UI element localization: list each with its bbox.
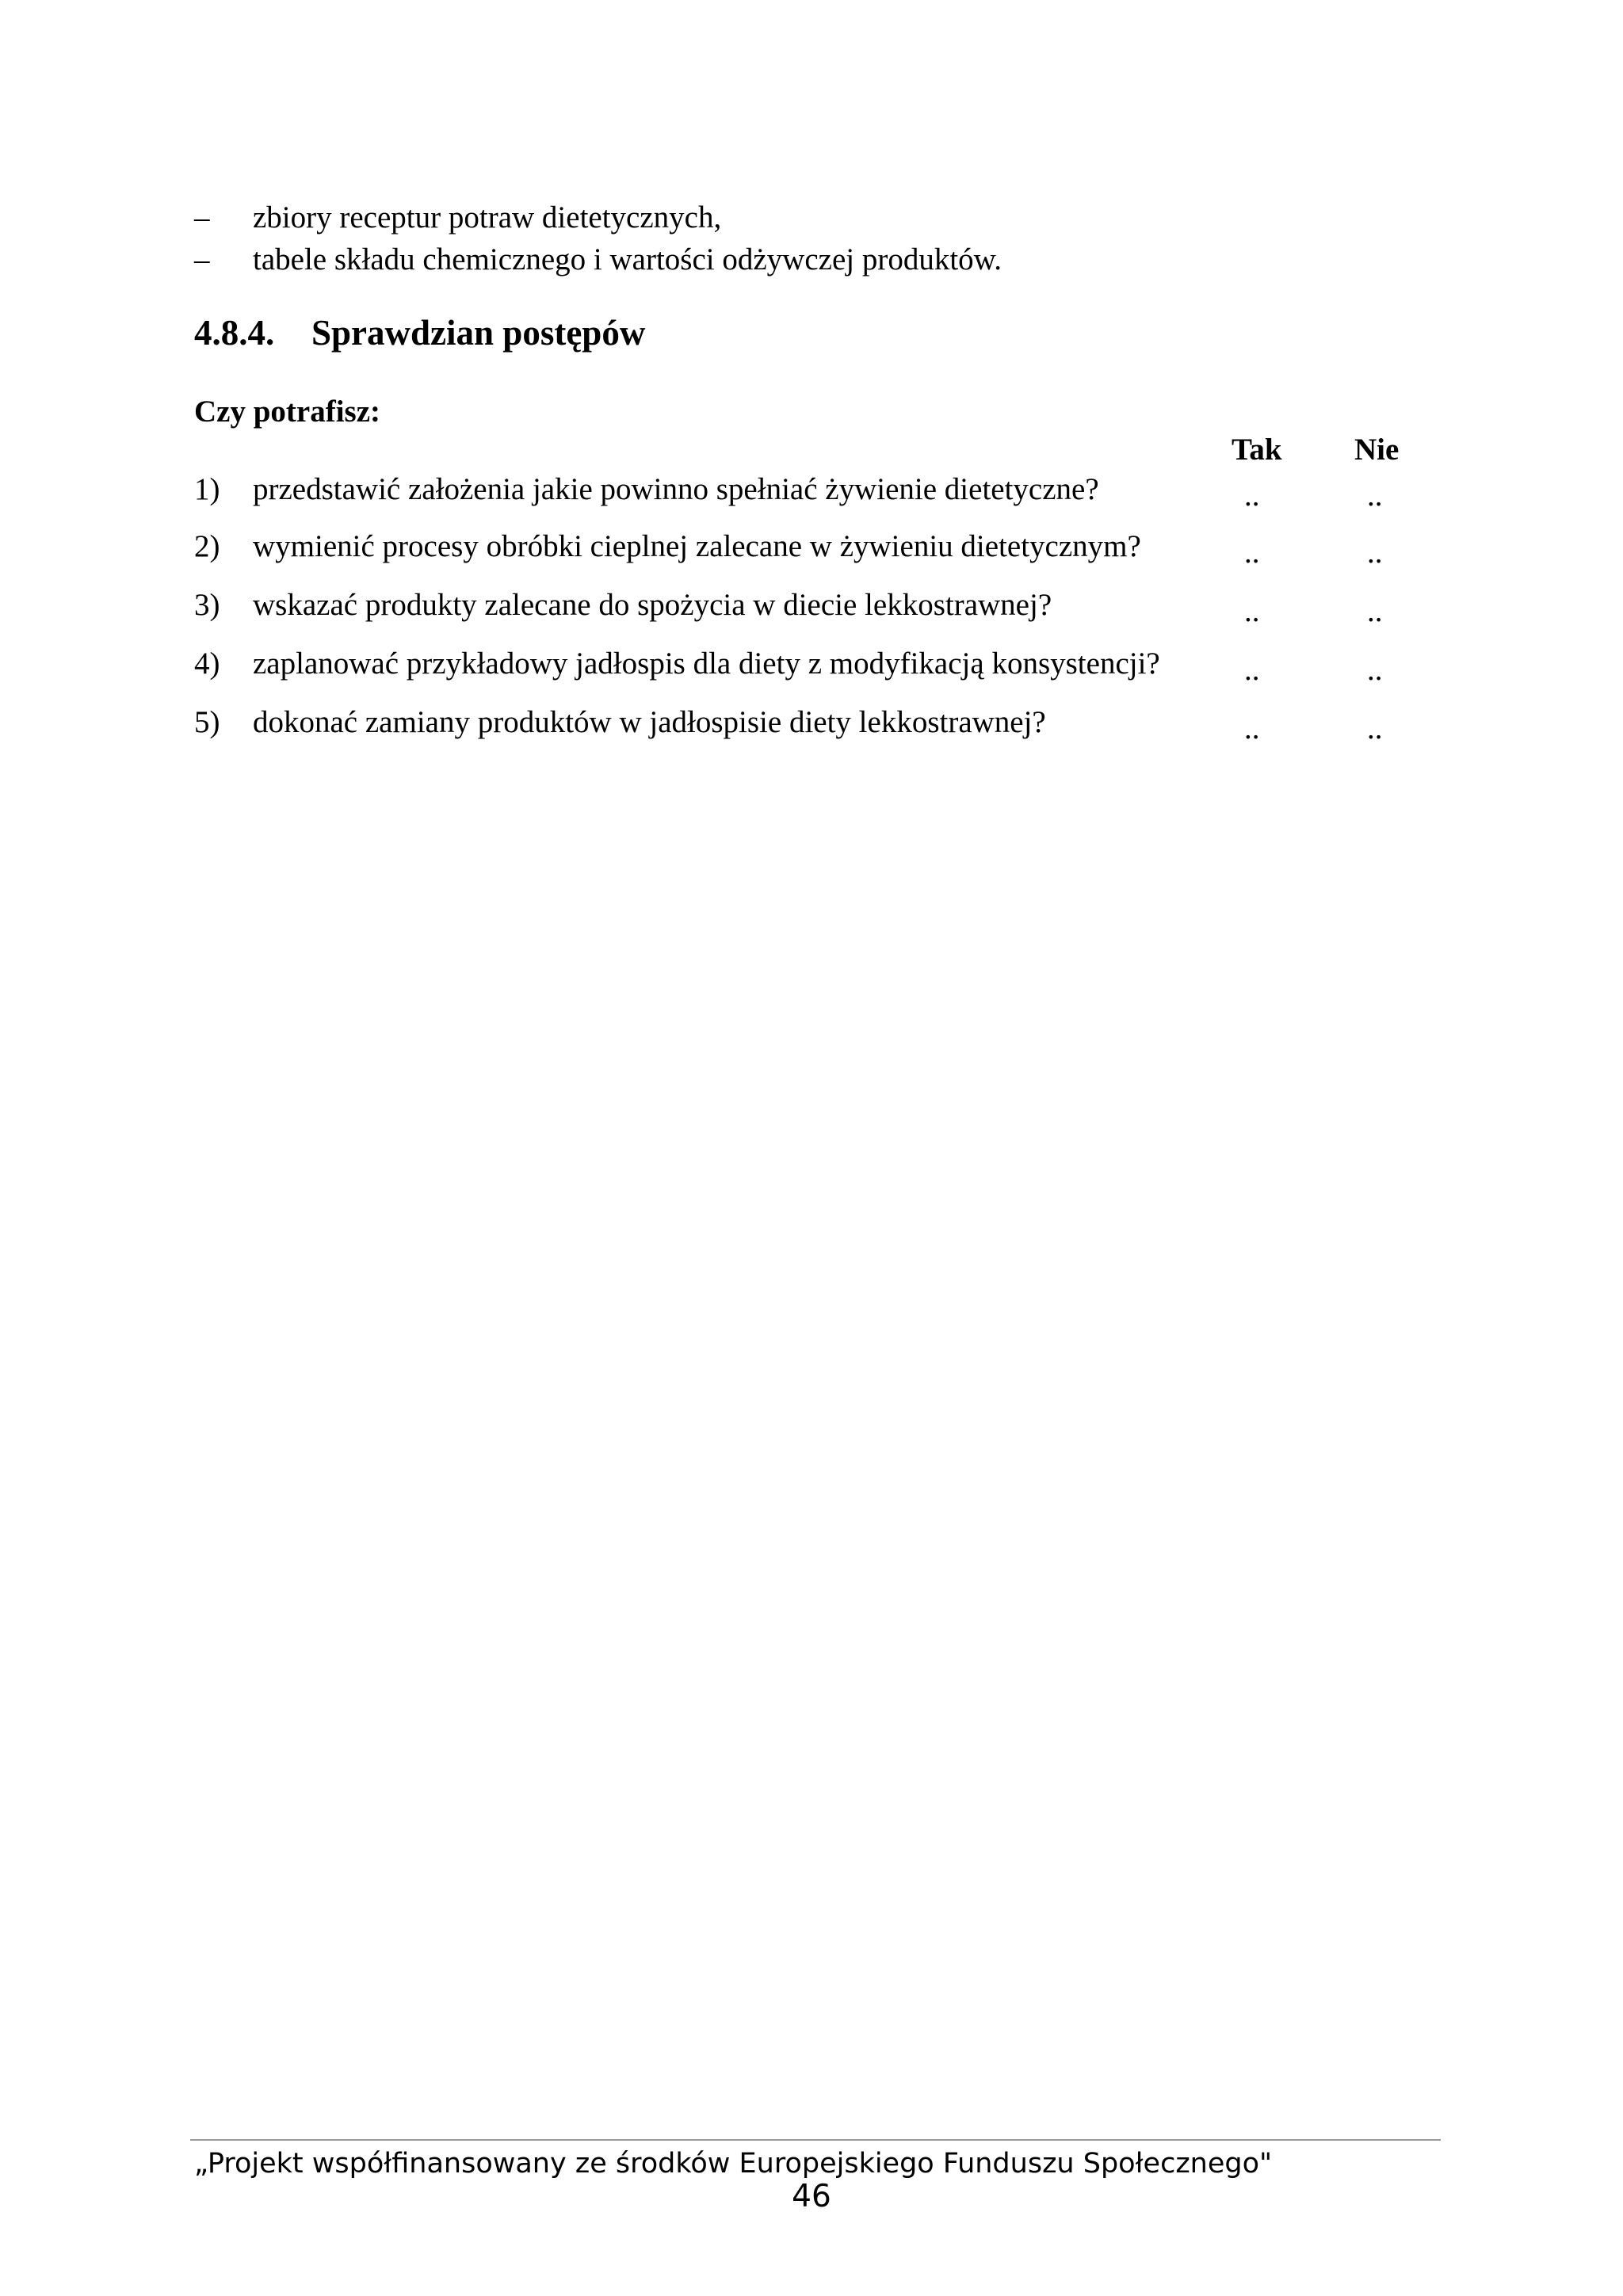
question-row bbox=[194, 643, 1462, 691]
answer-yes-mark[interactable]: .. bbox=[1244, 594, 1260, 628]
question-text: zaplanować przykładowy jadłospis dla diety z modyfikacją konsystencji? bbox=[253, 646, 1160, 681]
bullet-text: zbiory receptur potraw dietetycznych, bbox=[253, 200, 722, 235]
checklist-prompt: Czy potrafisz: bbox=[194, 395, 381, 429]
section-number: 4.8.4. bbox=[194, 313, 275, 353]
question-text: wymienić procesy obróbki cieplnej zalecane w żywieniu dietetycznym? bbox=[253, 529, 1141, 563]
column-header-no: Nie bbox=[1354, 433, 1400, 467]
question-text: wskazać produkty zalecane do spożycia w diecie lekkostrawnej? bbox=[253, 588, 1052, 622]
bullet-dash: – bbox=[194, 200, 210, 235]
question-row bbox=[194, 526, 1462, 574]
answer-yes-mark[interactable]: .. bbox=[1244, 711, 1260, 746]
bullet-item bbox=[194, 238, 1462, 280]
bullet-item bbox=[194, 196, 1462, 238]
footer-funding-note: „Projekt współfinansowany ze środków Europejskiego Funduszu Społecznego" bbox=[194, 2148, 1273, 2180]
question-row bbox=[194, 585, 1462, 632]
question-number: 5) bbox=[194, 705, 220, 739]
answer-yes-mark[interactable]: .. bbox=[1244, 479, 1260, 513]
question-number: 4) bbox=[194, 646, 220, 681]
answer-no-mark[interactable]: .. bbox=[1367, 594, 1383, 628]
question-number: 3) bbox=[194, 588, 220, 622]
answer-no-mark[interactable]: .. bbox=[1367, 711, 1383, 746]
column-header-yes: Tak bbox=[1232, 433, 1282, 467]
section-title: Sprawdzian postępów bbox=[311, 313, 646, 353]
section-heading bbox=[194, 309, 645, 357]
answer-yes-mark[interactable]: .. bbox=[1244, 536, 1260, 570]
bullet-list bbox=[194, 196, 1462, 280]
answer-no-mark[interactable]: .. bbox=[1367, 479, 1383, 513]
answer-yes-mark[interactable]: .. bbox=[1244, 653, 1260, 687]
page-number: 46 bbox=[792, 2179, 831, 2214]
question-number: 2) bbox=[194, 529, 220, 563]
question-number: 1) bbox=[194, 472, 220, 506]
question-text: dokonać zamiany produktów w jadłospisie diety lekkostrawnej? bbox=[253, 705, 1046, 739]
bullet-text: tabele składu chemicznego i wartości odżywczej produktów. bbox=[253, 242, 1002, 277]
answer-no-mark[interactable]: .. bbox=[1367, 536, 1383, 570]
answer-no-mark[interactable]: .. bbox=[1367, 653, 1383, 687]
bullet-dash: – bbox=[194, 242, 210, 277]
footer-divider bbox=[190, 2139, 1441, 2141]
question-row bbox=[194, 469, 1462, 517]
question-row bbox=[194, 702, 1462, 749]
question-text: przedstawić założenia jakie powinno spełniać żywienie dietetyczne? bbox=[253, 472, 1099, 506]
